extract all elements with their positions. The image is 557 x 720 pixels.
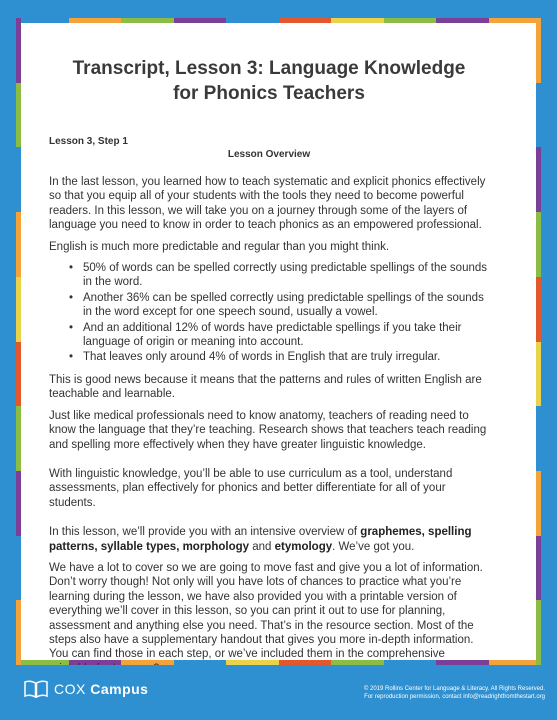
open-book-icon [24, 680, 48, 698]
document-title [49, 56, 489, 106]
list-item: • 50% of words can be spelled correctly using predictable spellings of the sounds in the word. [69, 261, 489, 290]
term-graphemes: graphemes [360, 526, 422, 539]
paragraph-6: In this lesson, we’ll provide you with an intensive overview of graphemes, spelling patterns, syllable types, morphology and etymology. We’ve got you. [49, 526, 472, 553]
left-color-stripe [16, 18, 21, 665]
section-heading: Lesson Overview [227, 149, 311, 160]
right-color-stripe [536, 18, 541, 665]
paragraph-7: We have a lot to cover so we are going to move fast and give you a lot of information. Don’t worry though! Not only will you have lots of chances to practice what you’re learning during the lesson, we have also provided you with a printable version of everything we’ll cover in this lesson, so you can print it out to use for planning, assessment and anything else you need. That’s in the resource section. Most of the steps also have a supplementary handout that gives you more in-depth information. You can find those in each step, or we’ve included them in the comprehensive [49, 561, 483, 661]
list-item: • That leaves only around 4% of words in English that are truly irregular. [69, 350, 489, 364]
logo-text: COX Campus [54, 681, 149, 697]
paragraph-4: Just like medical professionals need to know anatomy, teachers of reading need to know the language that they’re teaching. Research shows that teachers teach reading and spelling more effectively when they have greater linguistic knowledge. [49, 409, 487, 451]
term-etymology: etymology [274, 540, 333, 553]
paragraph-2: English is much more predictable and regular than you might think. [49, 240, 390, 253]
step-label: Lesson 3, Step 1 [49, 136, 128, 147]
list-item: • Another 36% can be spelled correctly using predictable spellings of the sounds in the word except for one speech sound, usually a vowel. [69, 291, 489, 320]
top-color-stripe [16, 18, 541, 23]
footer-bar [0, 665, 557, 720]
paragraph-5: With linguistic knowledge, you’ll be able to use curriculum as a tool, understand assessments, plan effectively for phonics and better differentiate for all of your students. [49, 467, 453, 509]
statistics-list [69, 261, 489, 365]
title-line-2: for Phonics Teachers [173, 83, 365, 104]
title-line-1: Transcript, Lesson 3: Language Knowledge [72, 58, 466, 79]
term-spelling-patterns: spelling patterns, syllable types, morphology [49, 526, 472, 553]
document-body [49, 56, 489, 683]
cox-campus-logo[interactable] [24, 680, 148, 698]
copyright-notice: © 2019 Rollins Center for Language & Literacy. All Rights Reserved. For reproduction permission, contact info@readrightfromthestart.org [363, 686, 545, 700]
paragraph-3: This is good news because it means that the patterns and rules of written English are teachable and learnable. [49, 373, 482, 401]
list-item: • And an additional 12% of words have predictable spellings if you take their language of origin or meaning into account. [69, 321, 489, 350]
paragraph-1: In the last lesson, you learned how to teach systematic and explicit phonics effectively so that you equip all of your students with the tools they need to become powerful readers. In this lesson, we will take you on a journey through some of the layers of language you need to know in order to teach phonics as an empowered professional. [49, 176, 486, 232]
